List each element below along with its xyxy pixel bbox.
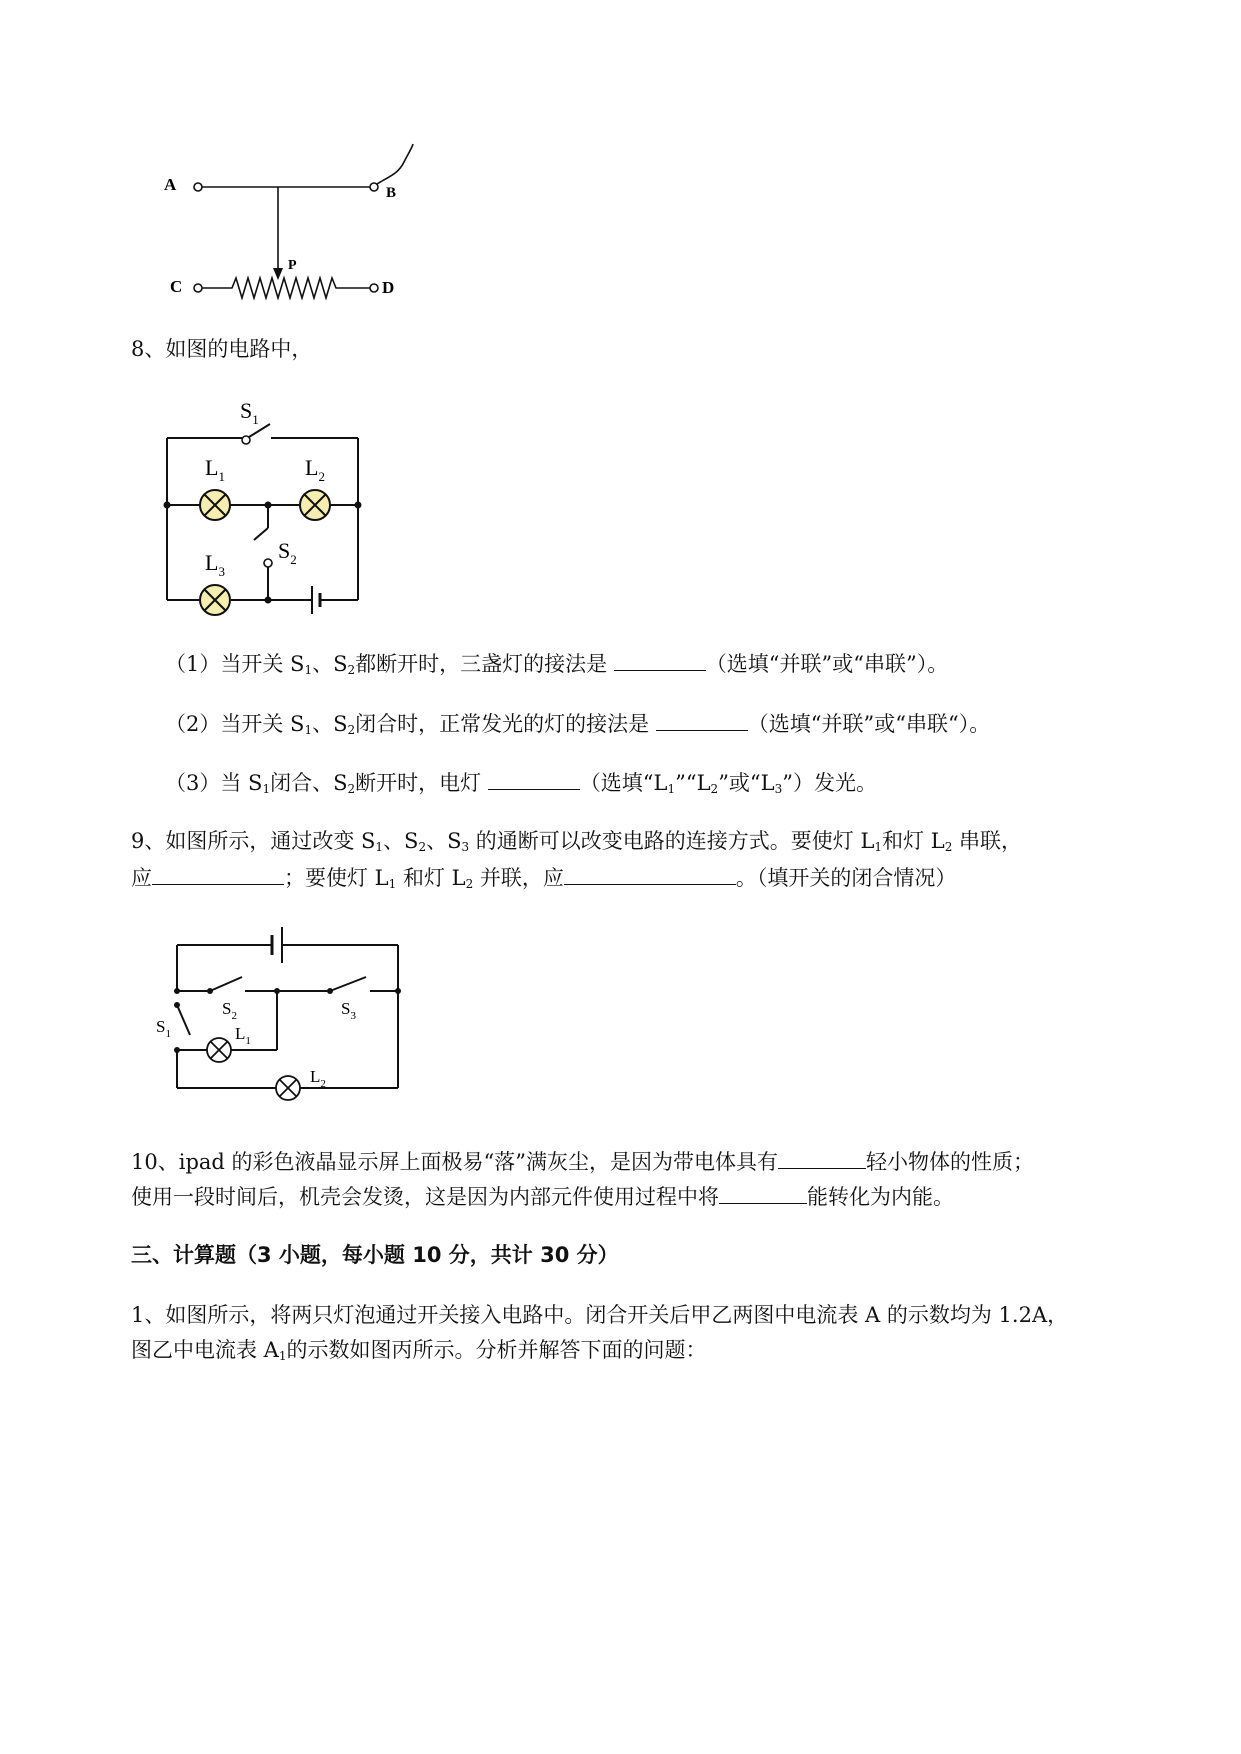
s1-label: $S_1$	[240, 398, 259, 427]
q9-circuit-figure	[150, 925, 415, 1105]
loose-wire	[377, 144, 413, 184]
s2-contact	[264, 559, 272, 567]
terminal-label-c: C	[170, 277, 183, 296]
s1-label: $S_1$	[156, 1017, 171, 1040]
calc1-line2: 图乙中电流表 $A_1$的示数如图丙所示。分析并解答下面的问题：	[131, 1338, 707, 1363]
terminal-label-b: B	[386, 185, 397, 201]
s1-pivot	[242, 436, 250, 444]
terminal-label-d: D	[382, 278, 395, 297]
q10-line2: 使用一段时间后，机壳会发烫，这是因为内部元件使用过程中将 能转化为内能。	[131, 1181, 954, 1212]
l1-label: $L_1$	[205, 455, 225, 484]
s3-label: $S_3$	[341, 999, 356, 1022]
lamp-l1	[207, 1038, 231, 1062]
q9-line2: 应 ；要使灯 $L_1$ 和灯 $L_2$ 并联，应 。（填开关的闭合情况）	[131, 862, 956, 899]
l1-label: $L_1$	[235, 1024, 251, 1047]
q10-line1: 10、ipad 的彩色液晶显示屏上面极易“落”满灰尘，是因为带电体具有 轻小物体的性质；	[131, 1146, 1034, 1177]
l3-label: $L_3$	[205, 550, 225, 579]
answer-blank[interactable]	[564, 862, 736, 885]
terminal-b	[370, 183, 378, 191]
resistor-coil	[202, 278, 370, 298]
terminal-label-a: A	[164, 175, 177, 194]
node-right	[355, 502, 362, 509]
answer-blank[interactable]	[719, 1181, 807, 1204]
answer-blank[interactable]	[778, 1146, 866, 1169]
s1-blade	[177, 1005, 190, 1035]
s2-blade	[254, 528, 268, 540]
node-bottom	[265, 597, 272, 604]
lamp-l1	[200, 490, 230, 520]
s3-blade	[330, 977, 366, 991]
q8-sub3: （3）当 $S_1$闭合、$S_2$断开时，电灯 （选填“$L_1”“L_2$”或“$L_3$”）发光。	[165, 767, 877, 804]
terminal-a	[194, 183, 202, 191]
answer-blank[interactable]	[488, 767, 580, 790]
answer-blank[interactable]	[656, 708, 748, 731]
slider-arrow	[273, 268, 283, 280]
s2-blade	[210, 977, 242, 991]
section-heading: 三、计算题（3 小题，每小题 10 分，共计 30 分）	[131, 1243, 619, 1267]
q8-sub1: （1）当开关 $S_1$、$S_2$都断开时，三盏灯的接法是 （选填“并联”或“串联”）。	[165, 648, 948, 685]
terminal-d	[370, 284, 378, 292]
l2-label: $L_2$	[305, 455, 325, 484]
s2-label: $S_2$	[278, 538, 297, 567]
lamp-l3	[200, 585, 230, 615]
q8-sub2: （2）当开关 $S_1$、$S_2$闭合时，正常发光的灯的接法是 （选填“并联”或“串联“）。	[165, 708, 990, 745]
node-right	[395, 988, 401, 994]
slider-label-p: P	[288, 258, 297, 273]
calc1-line1: 1、如图所示，将两只灯泡通过开关接入电路中。闭合开关后甲乙两图中电流表 A 的示数均为 1.2A，	[131, 1303, 1069, 1327]
q8-stem: 8、如图的电路中，	[131, 337, 313, 361]
answer-blank[interactable]	[152, 862, 284, 885]
node-left	[164, 502, 171, 509]
q8-circuit-figure	[150, 390, 380, 620]
l2-label: $L_2$	[310, 1067, 326, 1090]
answer-blank[interactable]	[614, 648, 706, 671]
lamp-l2	[276, 1076, 300, 1100]
terminal-c	[194, 284, 202, 292]
q9-line1: 9、如图所示，通过改变 $S_1$、$S_2$、$S_3$ 的通断可以改变电路的连接方式。要使灯 $L_1$和灯 $L_2$ 串联，	[131, 829, 1023, 854]
lamp-l2	[300, 490, 330, 520]
rheostat-circuit-figure	[150, 140, 440, 310]
s2-label: $S_2$	[222, 999, 237, 1022]
